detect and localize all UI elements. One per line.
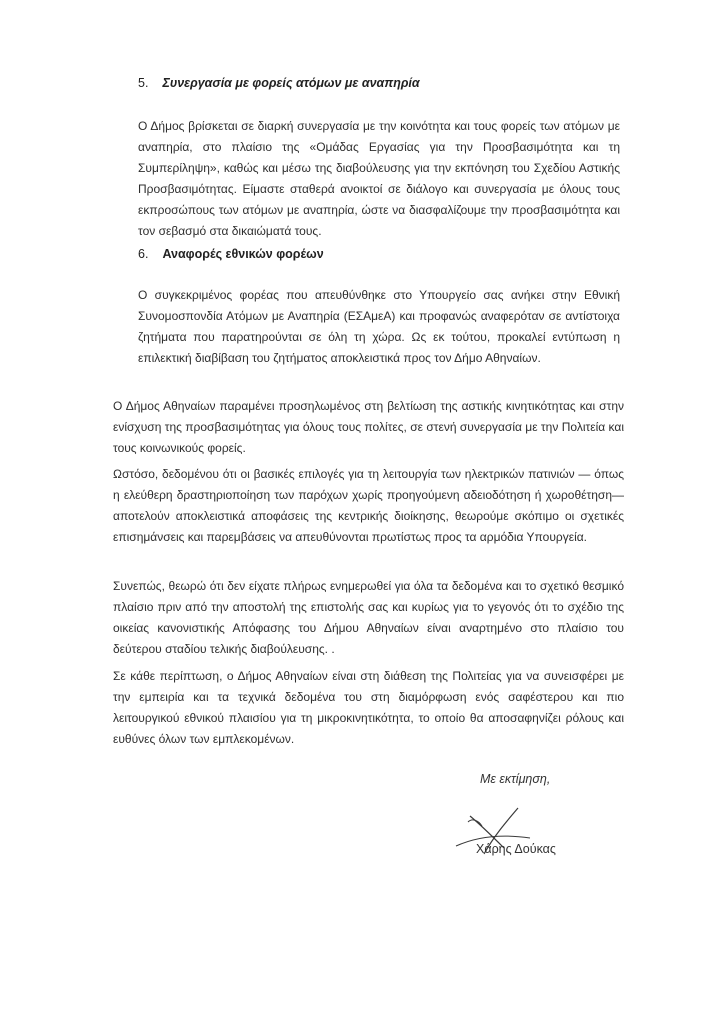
- body-paragraph-3: Συνεπώς, θεωρώ ότι δεν είχατε πλήρως ενημερωθεί για όλα τα δεδομένα και το σχετικό θεσμικό πλαίσιο πριν από την αποστολή της επιστολής σας και κυρίως για το γεγονός ότι το σχέδιο της οικείας κανονιστικής Απόφασης του Δήμου Αθηναίων είναι αναρτημένο στο πλαίσιο του δεύτερου σταδίου τελικής διαβούλευσης. .: [113, 579, 624, 656]
- section-6-number: 6.: [138, 247, 149, 261]
- section-5-number: 5.: [138, 76, 149, 90]
- body-paragraph-2: Ωστόσο, δεδομένου ότι οι βασικές επιλογές για τη λειτουργία των ηλεκτρικών πατινιών — όπως η ελεύθερη δραστηριοποίηση των παρόχων χωρίς προηγούμενη αδειοδότηση ή χωροθέτηση— αποτελούν αποκλειστικά αποφάσεις της κεντρικής διοίκησης, θεωρούμε σκόπιμο οι σχετικές επισημάνσεις και παρεμβάσεις να απευθύνονται πρωτίστως προς τα αρμόδια Υπουργεία.: [113, 467, 624, 544]
- signer-name: Χάρης Δούκας: [476, 842, 556, 856]
- section-6-paragraph: Ο συγκεκριμένος φορέας που απευθύνθηκε στο Υπουργείο σας ανήκει στην Εθνική Συνομοσπονδία Ατόμων με Αναπηρία (ΕΣΑμεΑ) και προφανώς αναφερόταν σε αντίστοιχα ζητήματα που παρατηρούνται σε όλη τη χώρα. Ως εκ τούτου, προκαλεί εντύπωση η επιλεκτική διαβίβαση του ζητήματος αποκλειστικά προς τον Δήμο Αθηναίων.: [138, 288, 620, 365]
- section-5-title: Συνεργασία με φορείς ατόμων με αναπηρία: [162, 76, 420, 90]
- body-paragraph-1: Ο Δήμος Αθηναίων παραμένει προσηλωμένος στη βελτίωση της αστικής κινητικότητας και στην ενίσχυση της προσβασιμότητας για όλους τους πολίτες, σε στενή συνεργασία με την Πολιτεία και τους κοινωνικούς φορείς.: [113, 399, 624, 455]
- section-5-heading: [138, 76, 420, 90]
- section-6-heading: [138, 247, 324, 261]
- closing-salutation: Με εκτίμηση,: [480, 772, 551, 786]
- section-6-title: Αναφορές εθνικών φορέων: [162, 247, 324, 261]
- section-5-paragraph: Ο Δήμος βρίσκεται σε διαρκή συνεργασία με την κοινότητα και τους φορείς των ατόμων με αναπηρία, στο πλαίσιο της «Ομάδας Εργασίας για την Προσβασιμότητα και τη Συμπερίληψη», καθώς και μέσω της διαβούλευσης για την εκπόνηση του Σχεδίου Αστικής Προσβασιμότητας. Είμαστε σταθερά ανοικτοί σε διάλογο και συνεργασία με όλους τους εκπροσώπους των ατόμων με αναπηρία, ώστε να διασφαλίζουμε την προσβασιμότητα και τον σεβασμό στα δικαιώματά τους.: [138, 119, 620, 238]
- body-paragraph-4: Σε κάθε περίπτωση, ο Δήμος Αθηναίων είναι στη διάθεση της Πολιτείας για να συνεισφέρει με την εμπειρία και τα τεχνικά δεδομένα του στη διαμόρφωση ενός σαφέστερου και πιο λειτουργικού εθνικού πλαισίου για τη μικροκινητικότητα, το οποίο θα αποσαφηνίζει ρόλους και ευθύνες όλων των εμπλεκομένων.: [113, 669, 624, 746]
